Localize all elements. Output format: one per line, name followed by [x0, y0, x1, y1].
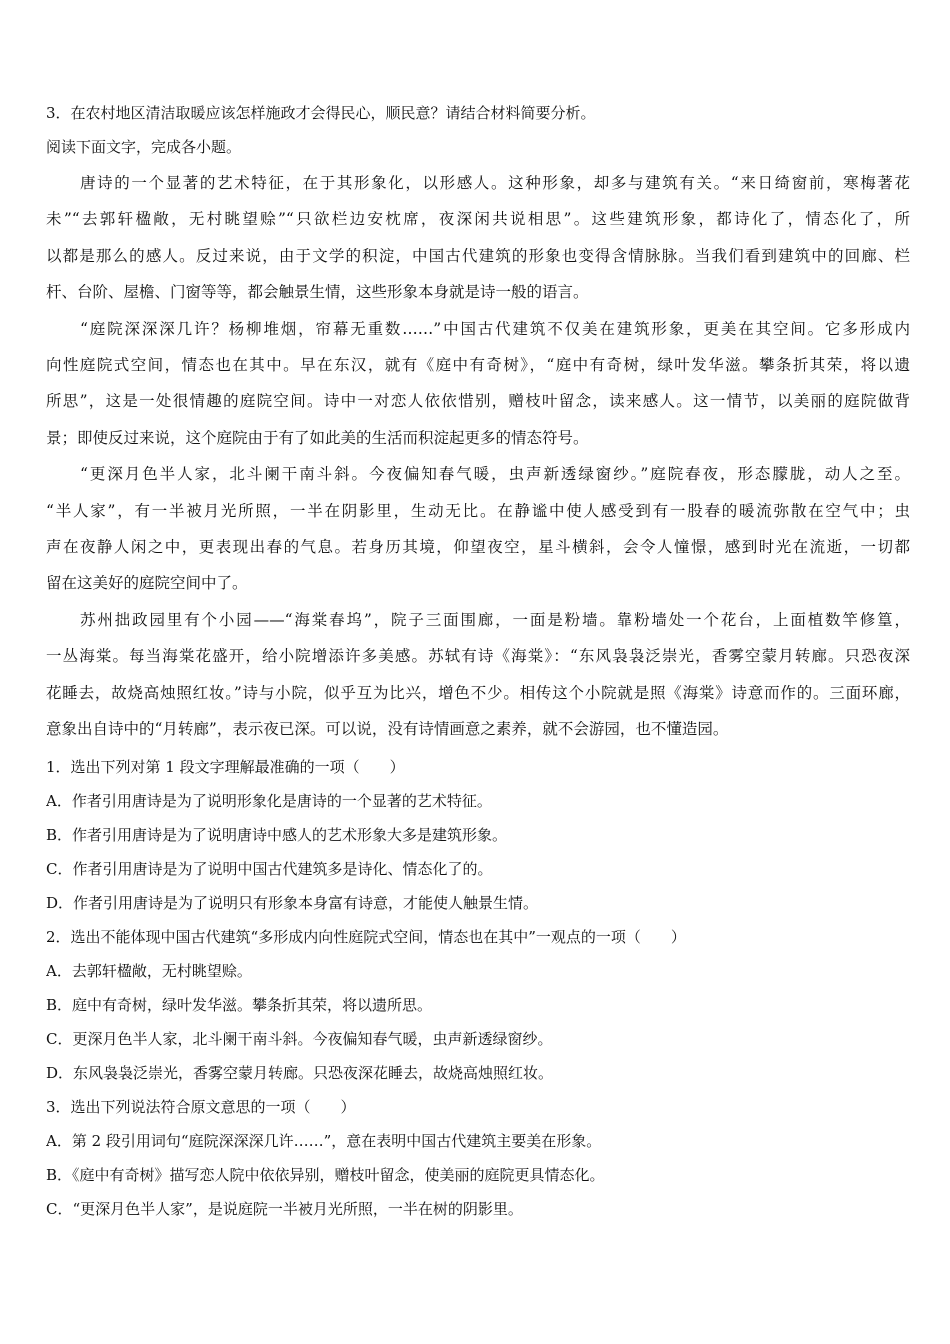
- question-1-stem: 1．选出下列对第 1 段文字理解最准确的一项（ ）: [46, 757, 405, 776]
- question-3-option-c: C．“更深月色半人家”，是说庭院一半被月光所照，一半在树的阴影里。: [46, 1199, 523, 1218]
- passage-line: “半人家”，有一半被月光所照，一半在阴影里，生动无比。在静谧中使人感受到有一股春的暖流弥散在空气中；虫: [46, 501, 910, 520]
- passage-line: 向性庭院式空间，情态也在其中。早在东汉，就有《庭中有奇树》，“庭中有奇树，绿叶发华滋。攀条折其荣，将以遗: [46, 356, 910, 375]
- question-3-option-b: B．《庭中有奇树》描写恋人院中依依异别，赠枝叶留念，使美丽的庭院更具情态化。: [46, 1165, 605, 1184]
- question-3-option-a: A．第 2 段引用词句“庭院深深深几许……”，意在表明中国古代建筑主要美在形象。: [46, 1131, 602, 1150]
- question-3-stem: 3．选出下列说法符合原文意思的一项（ ）: [46, 1097, 356, 1116]
- passage-line: 声在夜静人闲之中，更表现出春的气息。若身历其境，仰望夜空，星斗横斜，会令人憧憬，感到时光在流逝，一切都: [46, 538, 910, 557]
- reading-passage: [46, 165, 910, 748]
- passage-line: 唐诗的一个显著的艺术特征，在于其形象化，以形感人。这种形象，却多与建筑有关。“来日绮窗前，寒梅著花: [80, 174, 910, 192]
- question-1-option-b: B．作者引用唐诗是为了说明唐诗中感人的艺术形象大多是建筑形象。: [46, 825, 508, 844]
- passage-line: 以都是那么的感人。反过来说，由于文学的积淀，中国古代建筑的形象也变得含情脉脉。当我们看到建筑中的回廊、栏: [46, 246, 910, 265]
- question-2-option-a: A．去郭轩楹敞，无村眺望赊。: [46, 961, 252, 980]
- passage-line: “庭院深深深几许？杨柳堆烟，帘幕无重数……”中国古代建筑不仅美在建筑形象，更美在其空间。它多形成内: [80, 319, 910, 338]
- passage-line: 一丛海棠。每当海棠花盛开，给小院增添许多美感。苏轼有诗《海棠》：“东风袅袅泛崇光，香雾空蒙月转廊。只恐夜深: [46, 647, 910, 666]
- question-1-option-d: D．作者引用唐诗是为了说明只有形象本身富有诗意，才能使人触景生情。: [46, 893, 539, 912]
- passage-line: “更深月色半人家，北斗阑干南斗斜。今夜偏知春气暖，虫声新透绿窗纱。”庭院春夜，形态朦胧，动人之至。: [80, 465, 910, 484]
- passage-line: 景；即使反过来说，这个庭院由于有了如此美的生活而积淀起更多的情态符号。: [46, 428, 589, 447]
- passage-line: 所思”，这是一处很情趣的庭院空间。诗中一对恋人依依惜别，赠枝叶留念，读来感人。这一情节，以美丽的庭院做背: [46, 392, 910, 411]
- passage-line: 花睡去，故烧高烛照红妆。”诗与小院，似乎互为比兴，增色不少。相传这个小院就是照《海棠》诗意而作的。三面环廊，: [46, 683, 910, 702]
- question-2-option-d: D．东风袅袅泛崇光，香雾空蒙月转廊。只恐夜深花睡去，故烧高烛照红妆。: [46, 1063, 554, 1082]
- question-2-stem: 2．选出不能体现中国古代建筑“多形成内向性庭院式空间，情态也在其中”一观点的一项（ ）: [46, 927, 686, 946]
- question-2-option-b: B．庭中有奇树，绿叶发华滋。攀条折其荣，将以遗所思。: [46, 995, 433, 1014]
- passage-line: 意象出自诗中的“月转廊”，表示夜已深。可以说，没有诗情画意之素养，就不会游园，也不懂造园。: [46, 720, 729, 739]
- passage-line: 苏州拙政园里有个小园——“海棠春坞”，院子三面围廊，一面是粉墙。靠粉墙处一个花台，上面植数竿修篁，: [80, 610, 910, 629]
- passage-line: 留在这美好的庭院空间中了。: [46, 574, 248, 593]
- question-1-option-a: A．作者引用唐诗是为了说明形象化是唐诗的一个显著的艺术特征。: [46, 791, 492, 810]
- reading-instruction: 阅读下面文字，完成各小题。: [46, 138, 242, 156]
- question-2-option-c: C．更深月色半人家，北斗阑干南斗斜。今夜偏知春气暖，虫声新透绿窗纱。: [46, 1029, 553, 1048]
- question-1-option-c: C．作者引用唐诗是为了说明中国古代建筑多是诗化、情态化了的。: [46, 859, 493, 878]
- passage-line: 杆、台阶、屋檐、门窗等等，都会触景生情，这些形象本身就是诗一般的语言。: [46, 283, 589, 302]
- previous-question-3: 3．在农村地区清洁取暖应该怎样施政才会得民心，顺民意？请结合材料简要分析。: [46, 104, 596, 122]
- passage-line: 未”“去郭轩楹敞，无村眺望赊”“只欲栏边安枕席，夜深闲共说相思”。这些建筑形象，都诗化了，情态化了，所: [46, 210, 910, 229]
